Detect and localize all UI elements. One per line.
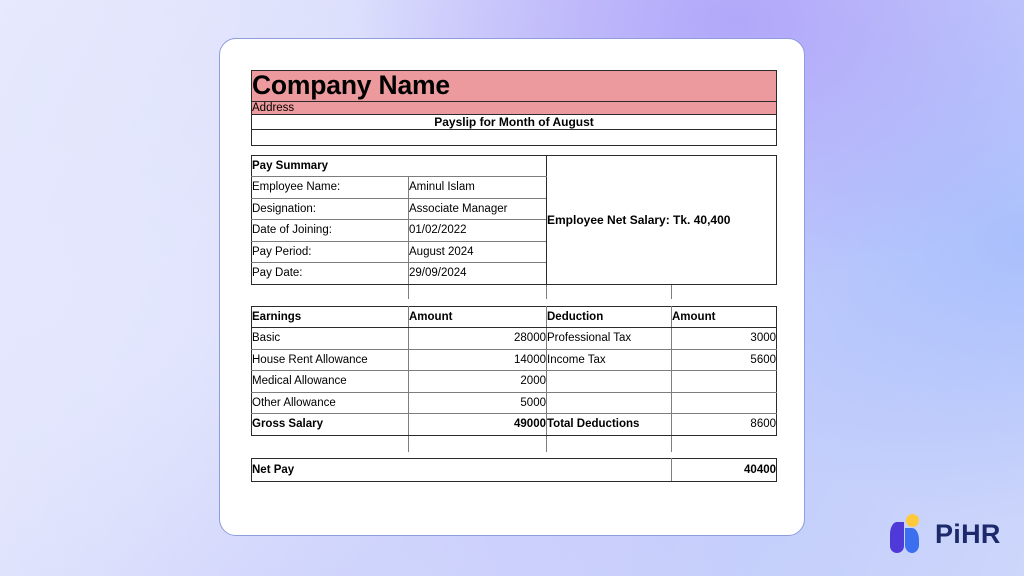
company-address: Address: [252, 101, 777, 114]
payslip-document: [251, 70, 777, 482]
summary-label: Pay Date:: [252, 263, 409, 285]
earning-label: Medical Allowance: [252, 371, 409, 393]
col-header-earnings-amount: Amount: [409, 306, 547, 328]
earning-amount: 28000: [409, 328, 547, 350]
summary-value: August 2024: [409, 241, 547, 263]
payslip-title-row: [252, 114, 777, 129]
spacer-cell: [672, 284, 777, 299]
totals-row: [252, 414, 777, 436]
summary-value: 01/02/2022: [409, 220, 547, 242]
payslip-title: Payslip for Month of August: [252, 114, 777, 129]
col-header-deduction: Deduction: [547, 306, 672, 328]
leaf-left-icon: [890, 522, 904, 553]
earning-amount: 2000: [409, 371, 547, 393]
deduction-amount: [672, 392, 777, 414]
spacer-cell: [252, 435, 409, 452]
seed-dot-icon: [906, 514, 919, 527]
pay-summary-heading: Pay Summary: [252, 155, 547, 177]
deduction-label: [547, 392, 672, 414]
summary-label: Designation:: [252, 198, 409, 220]
summary-label: Pay Period:: [252, 241, 409, 263]
earning-label: House Rent Allowance: [252, 349, 409, 371]
deduction-label: Professional Tax: [547, 328, 672, 350]
net-pay-row: [252, 458, 777, 481]
spacer-cell: [252, 284, 409, 299]
spacer-row-2: [252, 284, 777, 299]
pihr-wordmark: PiHR: [935, 518, 1001, 549]
deduction-label: [547, 371, 672, 393]
earnings-table-row: [252, 349, 777, 371]
summary-value: 29/09/2024: [409, 263, 547, 285]
earnings-table-row: [252, 392, 777, 414]
payslip-card: [219, 38, 805, 536]
deduction-amount: 3000: [672, 328, 777, 350]
address-row: [252, 101, 777, 114]
net-pay-label: Net Pay: [252, 458, 672, 481]
deduction-amount: 5600: [672, 349, 777, 371]
spacer-cell: [672, 435, 777, 452]
total-deductions-amount: 8600: [672, 414, 777, 436]
col-header-earnings: Earnings: [252, 306, 409, 328]
gap-cell: [252, 145, 777, 155]
gross-salary-label: Gross Salary: [252, 414, 409, 436]
company-name: Company Name: [252, 71, 777, 102]
spacer-cell: [409, 284, 547, 299]
summary-value: Aminul Islam: [409, 177, 547, 199]
deduction-label: Income Tax: [547, 349, 672, 371]
spacer-cell: [409, 435, 547, 452]
total-deductions-label: Total Deductions: [547, 414, 672, 436]
gross-salary-amount: 49000: [409, 414, 547, 436]
spacer-cell: [252, 129, 777, 145]
earnings-table-row: [252, 371, 777, 393]
summary-label: Date of Joining:: [252, 220, 409, 242]
spacer-cell: [547, 284, 672, 299]
pihr-sprout-icon: [888, 513, 928, 555]
spacer-cell: [547, 435, 672, 452]
net-pay-amount: 40400: [672, 458, 777, 481]
earnings-table-row: [252, 328, 777, 350]
gap-cell: [252, 299, 777, 307]
net-salary-callout: Employee Net Salary: Tk. 40,400: [547, 155, 777, 284]
spacer-row-1: [252, 129, 777, 145]
summary-value: Associate Manager: [409, 198, 547, 220]
earning-label: Basic: [252, 328, 409, 350]
col-header-deduction-amount: Amount: [672, 306, 777, 328]
earning-amount: 14000: [409, 349, 547, 371]
pihr-logo: [888, 511, 1006, 557]
summary-label: Employee Name:: [252, 177, 409, 199]
spacer-row-3: [252, 435, 777, 452]
pay-summary-heading-row: [252, 155, 777, 177]
leaf-right-icon: [905, 528, 919, 553]
earnings-table-header-row: [252, 306, 777, 328]
gap-row-2: [252, 299, 777, 307]
earning-amount: 5000: [409, 392, 547, 414]
earning-label: Other Allowance: [252, 392, 409, 414]
deduction-amount: [672, 371, 777, 393]
gap-row-1: [252, 145, 777, 155]
company-name-row: [252, 71, 777, 102]
